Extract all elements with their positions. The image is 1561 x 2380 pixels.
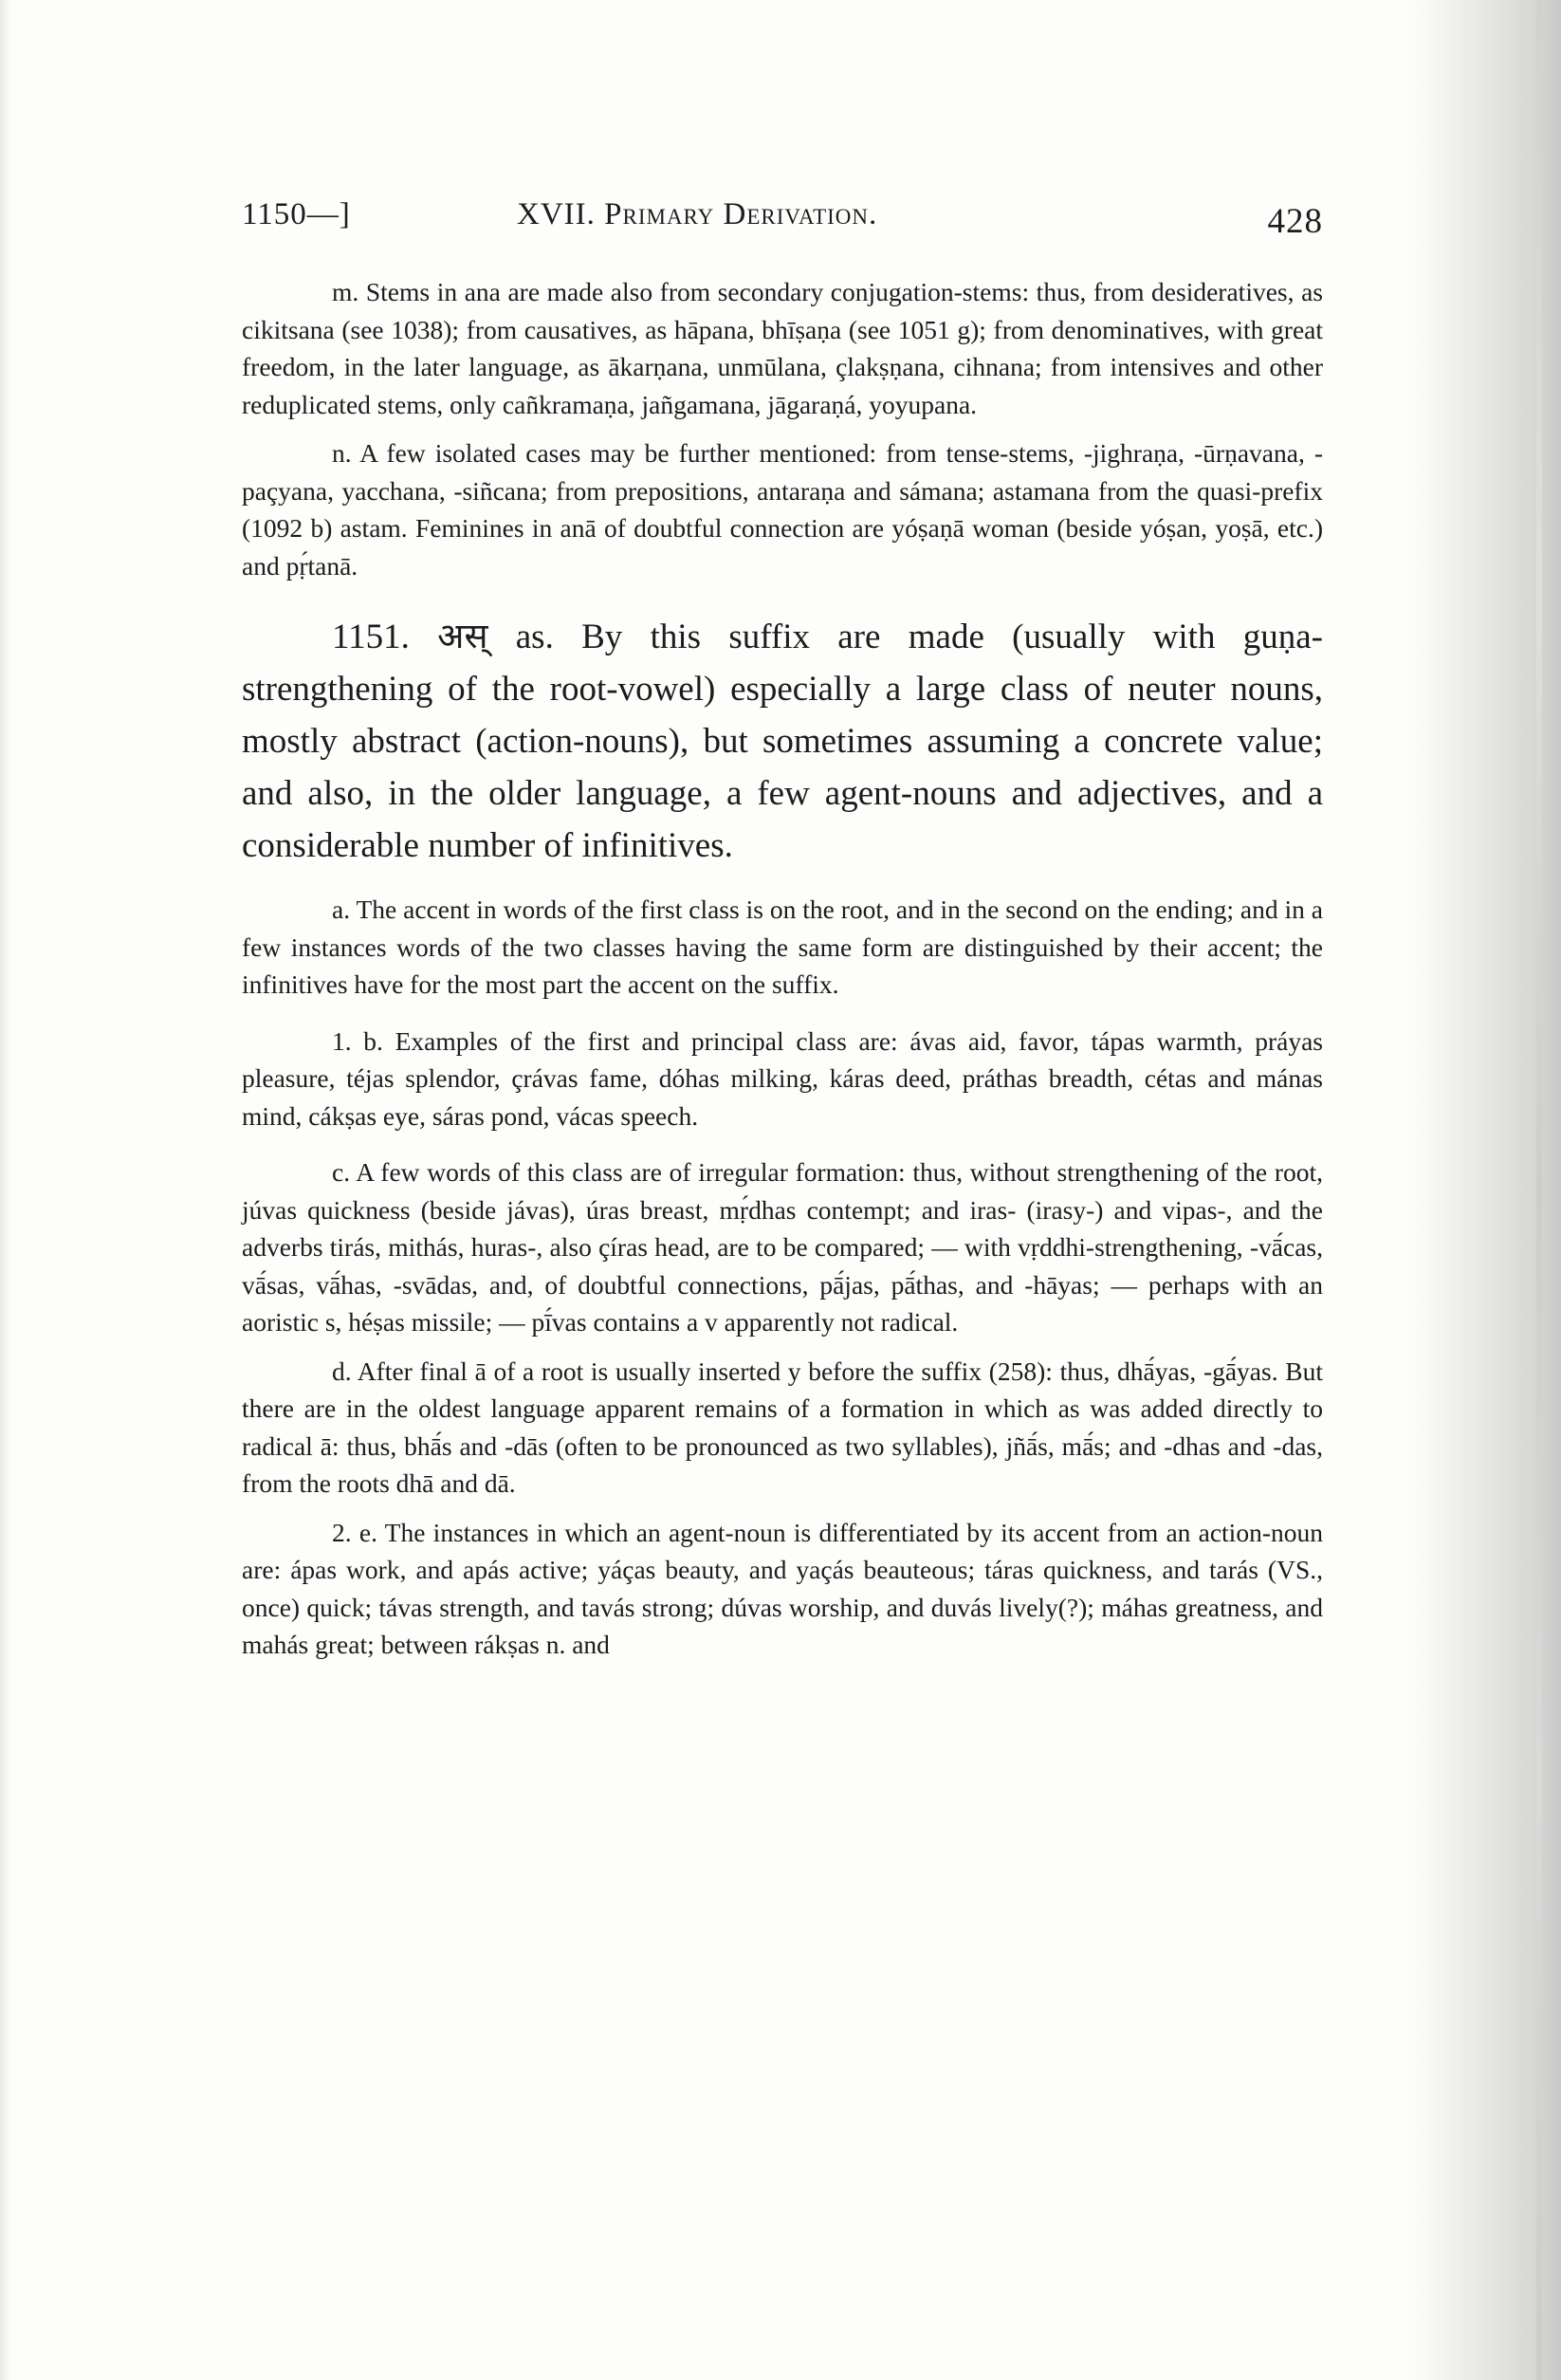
section-1151: 1151. अस् as. By this suffix are made (usually with guṇa-strengthening of the root-vowel) especially a large class of neuter nouns, mostly abstract (action-nouns), but sometimes assuming a concrete value; and also, in the older language, a few agent-nouns and adjectives, and a considerable number of infinitives.: [242, 618, 1323, 865]
paragraph-m: m. Stems in ana are made also from secondary conjugation-stems: thus, from desideratives, as cikitsana (see 1038); from causatives, as hāpana, bhīṣaṇa (see 1051 g); from denominatives, with great freedom, in the later language, as ākarṇana, unmūlana, çlakṣṇana, cihnana; from intensives and other reduplicated stems, only cañkramaṇa, jañgamana, jāgaraṇá, yoyupana.: [242, 277, 1323, 419]
page-number: 428: [1267, 202, 1323, 241]
text-column: [242, 188, 1323, 1664]
scan-right-edge: [1409, 0, 1561, 2380]
paragraph-e: 2. e. The instances in which an agent-noun is differentiated by its accent from an action-noun are: ápas work, and apás active; yáças beauty, and yaçás beauteous; táras quickness, and tarás (VS., once) quick; távas strength, and tavás strong; dúvas worship, and duvás lively(?); máhas greatness, and mahás great; between rákṣas n. and: [242, 1517, 1323, 1659]
scan-left-edge: [0, 0, 11, 2380]
paragraph-c: c. A few words of this class are of irregular formation: thus, without strengthening of the root, júvas quickness (beside jávas), úras breast, mṛ́dhas contempt; and iras- (irasy-) and vipas-, and the adverbs tirás, mithás, huras-, also çíras head, are to be compared; — with vṛddhi-strengthening, -vā́cas, vā́sas, vā́has, -svādas, and, of doubtful connections, pā́jas, pā́thas, and -hāyas; — perhaps with an aoristic s, héṣas missile; — pī́vas contains a v apparently not radical.: [242, 1157, 1323, 1337]
paragraph-d: d. After final ā of a root is usually inserted y before the suffix (258): thus, dhā́yas, -gā́yas. But there are in the oldest language apparent remains of a formation in which as was added directly to radical ā: thus, bhā́s and -dās (often to be pronounced as two syllables), jñā́s, mā́s; and -dhas and -das, from the roots dhā and dā.: [242, 1356, 1323, 1498]
section-range: 1150—]: [242, 197, 351, 231]
scan-edge-shadow: [1536, 0, 1542, 2380]
paragraph-n: n. A few isolated cases may be further mentioned: from tense-stems, -jighraṇa, -ūrṇavana, -paçyana, yacchana, -siñcana; from prepositions, antaraṇa and sámana; astamana from the quasi-prefix (1092 b) astam. Feminines in anā of doubtful connection are yóṣaṇā woman (beside yóṣan, yoṣā, etc.) and pṛ́tanā.: [242, 438, 1323, 581]
paragraph-b: 1. b. Examples of the first and principal class are: ávas aid, favor, tápas warmth, práyas pleasure, téjas splendor, çrávas fame, dóhas milking, káras deed, práthas breadth, cétas and mánas mind, cákṣas eye, sáras pond, vácas speech.: [242, 1025, 1323, 1131]
chapter-title: XVII. Primary Derivation.: [517, 197, 878, 231]
paragraph-a: a. The accent in words of the first class is on the root, and in the second on the ending; and in a few instances words of the two classes having the same form are distinguished by their accent; the infinitives have for the most part the accent on the suffix.: [242, 895, 1323, 999]
running-header: [242, 188, 1323, 247]
